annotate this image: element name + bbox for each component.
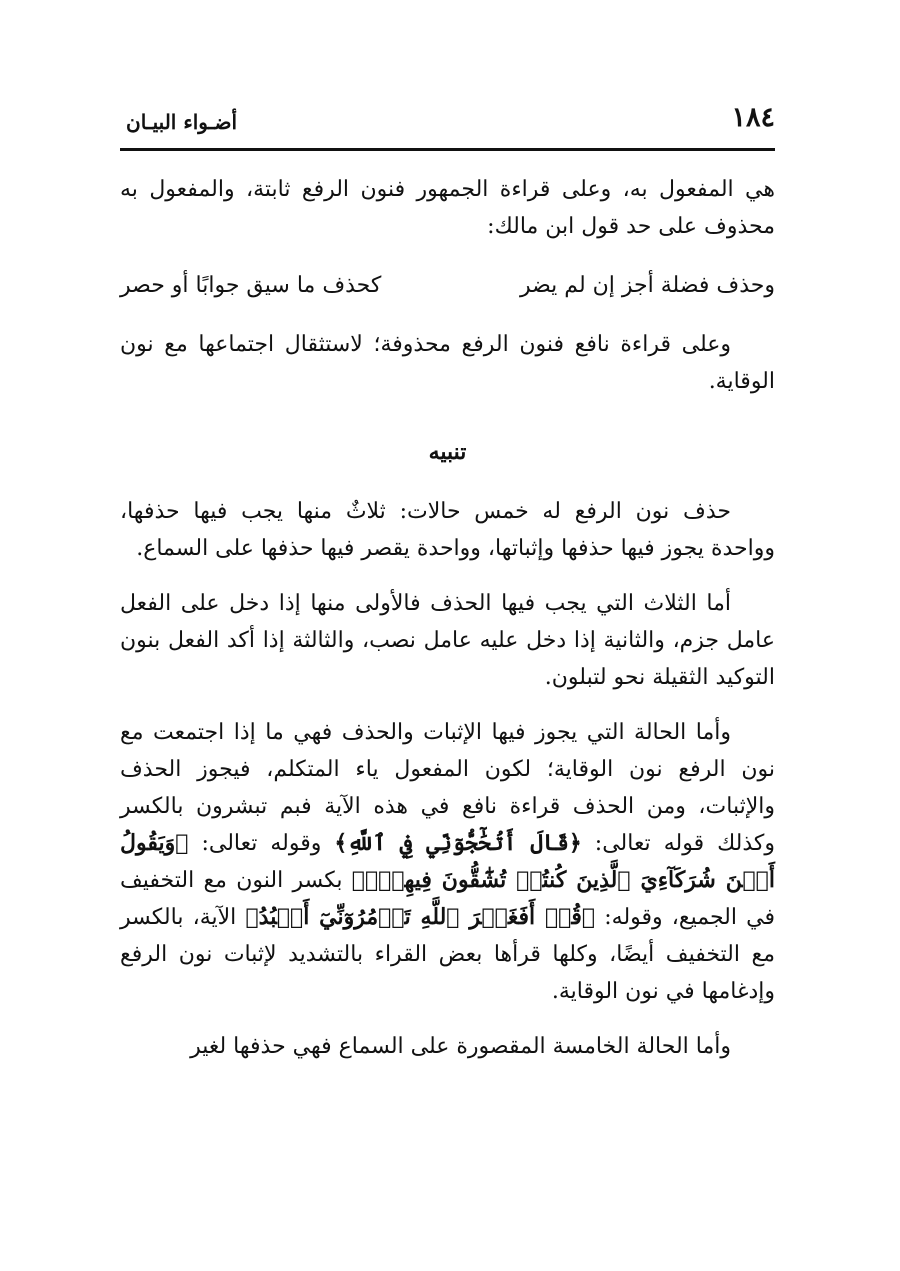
- paragraph-5-text-1: وأما الحالة التي يجوز فيها الإثبات والحذف فهي ما إذا اجتمعت مع نون الرفع نون الوقاية؛ لكون المفعول ياء المتكلم، فيجوز الحذف والإثبات، ومن الحذف قراءة نافع في هذه الآية فبم تبشرون بالكسر وكذلك قوله تعالى:: [120, 720, 776, 856]
- book-title: أضـواء البيـان: [126, 110, 238, 134]
- page-header: [120, 100, 775, 144]
- paragraph-5-text-2: وقوله تعالى:: [188, 831, 335, 856]
- quran-verse-2: ﴿وَيَقُولُ أَيۡنَ شُرَكَآءِيَ ٱلَّذِينَ كُنتُمۡ تُشَٰٓقُّونَ فِيهِمۡۚ﴾: [120, 830, 775, 893]
- paragraph-4: أما الثلاث التي يجب فيها الحذف فالأولى منها إذا دخل على الفعل عامل جزم، والثانية إذا دخل عليه عامل نصب، والثالثة إذا أكد الفعل بنون التوكيد الثقيلة نحو لتبلون.: [120, 591, 775, 690]
- paragraph-5-text-4: الآية، بالكسر مع التخفيف أيضًا، وكلها قرأها بعض القراء بالتشديد لإثبات نون الرفع وإدغامها في نون الوقاية.: [120, 905, 775, 1004]
- paragraph-3: حذف نون الرفع له خمس حالات: ثلاثٌ منها يجب فيها حذفها، وواحدة يجوز فيها حذفها وإثباتها، وواحدة يقصر فيها حذفها على السماع.: [120, 499, 775, 561]
- paragraph-1: هي المفعول به، وعلى قراءة الجمهور فنون الرفع ثابتة، والمفعول به محذوف على حد قول ابن مالك:: [120, 177, 775, 239]
- paragraph-5-text-3: بكسر النون مع التخفيف في الجميع، وقوله:: [120, 868, 776, 930]
- verse-first-hemistich: وحذف فضلة أجز إن لم يضر: [519, 273, 775, 298]
- page-number: ١٨٤: [731, 102, 775, 133]
- paragraph-6: وأما الحالة الخامسة المقصورة على السماع فهي حذفها لغير: [190, 1034, 731, 1059]
- verse-second-hemistich: كحذف ما سيق جوابًا أو حصر: [120, 273, 382, 298]
- poetry-verse: [120, 267, 775, 304]
- header-divider: [120, 148, 775, 151]
- paragraph-2: وعلى قراءة نافع فنون الرفع محذوفة؛ لاستثقال اجتماعها مع نون الوقاية.: [120, 332, 775, 394]
- paragraph-5: [120, 714, 775, 1010]
- quran-verse-1: ﴿قَالَ أَتُحَٰٓجُّوٓنِّي فِي ٱللَّهِ﴾: [334, 830, 582, 856]
- book-page: [120, 100, 775, 1065]
- section-heading: تنبيه: [428, 439, 467, 465]
- quran-verse-3: ﴿قُلۡ أَفَغَيۡرَ ٱللَّهِ تَأۡمُرُوٓنِّيٓ أَعۡبُدُ﴾: [245, 904, 596, 930]
